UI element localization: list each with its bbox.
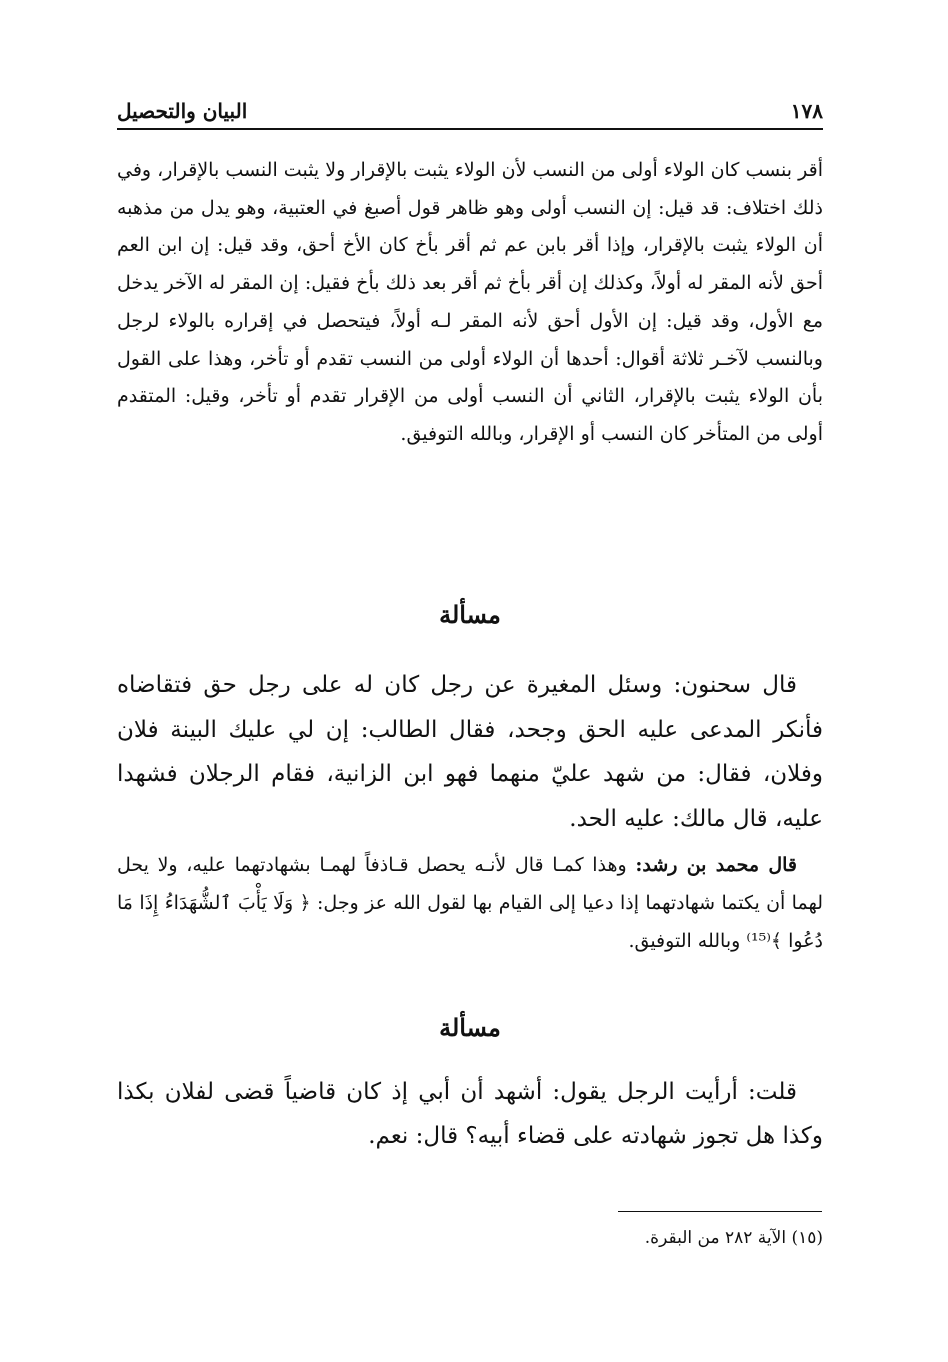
page-header xyxy=(117,95,823,123)
paragraph-1 xyxy=(117,152,823,454)
paragraph-3-text: وهذا كمـا قال لأنـه يحصل قـاذفاً لهمـا بشهادتهما عليه، ولا يحل لهما أن يكتما شهادتهما إذا دعيا إلى القيام بها لقول الله عز وجل: ﴿ وَلَا يَأْبَ ٱلشُّهَدَاءُ إِذَا مَا دُعُوا ﴾⁽¹⁵⁾ وبالله التوفيق. xyxy=(117,854,823,952)
paragraph-2 xyxy=(117,663,823,841)
page-number: ١٧٨ xyxy=(790,99,823,123)
paragraph-1-text: أقر بنسب كان الولاء أولى من النسب لأن الولاء يثبت بالإقرار ولا يثبت النسب بالإقرار، وفي ذلك اختلاف: قد قيل: إن النسب أولى وهو ظاهر قول أصبغ في العتبية، وهو يدل من مذهبه أن الولاء يثبت بالإقرار، وإذا أقر بابن عم ثم أقر بأخ كان الأخ أحق، وقد قيل: إن ابن العم أحق لأنه المقر له أولاً، وكذلك إن أقر بأخ ثم أقر بعد ذلك بأخ فقيل: إن المقر له الآخر يدخل مع الأول، وقد قيل: إن الأول أحق لأنه المقر لـه أولاً، فيتحصل في إقراره بالولاء لرجل وبالنسب لآخـر ثلاثة أقوال: أحدها أن الولاء أولى من النسب تقدم أو تأخر، وهذا على القول بأن الولاء يثبت بالإقرار، الثاني أن النسب أولى من الإقرار تقدم أو تأخر، وقيل: المتقدم أولى من المتأخر كان النسب أو الإقرار، وبالله التوفيق. xyxy=(117,159,823,445)
section-heading-1: مسألة xyxy=(439,600,501,629)
paragraph-3-lead: قال محمد بن رشد: xyxy=(635,854,797,876)
paragraph-4 xyxy=(117,1070,823,1158)
footnote: (١٥) الآية ٢٨٢ من البقرة. xyxy=(644,1228,823,1248)
paragraph-4-text: قلت: أرأيت الرجل يقول: أشهد أن أبي إذ كان قاضياً قضى لفلان بكذا وكذا هل تجوز شهادته على قضاء أبيه؟ قال: نعم. xyxy=(117,1079,823,1149)
footnote-divider xyxy=(618,1211,822,1212)
running-title: البيان والتحصيل xyxy=(117,99,248,123)
header-divider xyxy=(117,128,823,130)
section-heading-2: مسألة xyxy=(439,1013,501,1042)
paragraph-2-text: قال سحنون: وسئل المغيرة عن رجل كان له على رجل حق فتقاضاه فأنكر المدعى عليه الحق وجحد، فقال الطالب: إن لي عليك البينة فلان وفلان، فقال: من شهد عليّ منهما فهو ابن الزانية، فقام الرجلان فشهدا عليه، قال مالك: عليه الحد. xyxy=(117,672,823,832)
paragraph-3 xyxy=(117,846,823,960)
paragraph-3-body xyxy=(117,846,823,960)
